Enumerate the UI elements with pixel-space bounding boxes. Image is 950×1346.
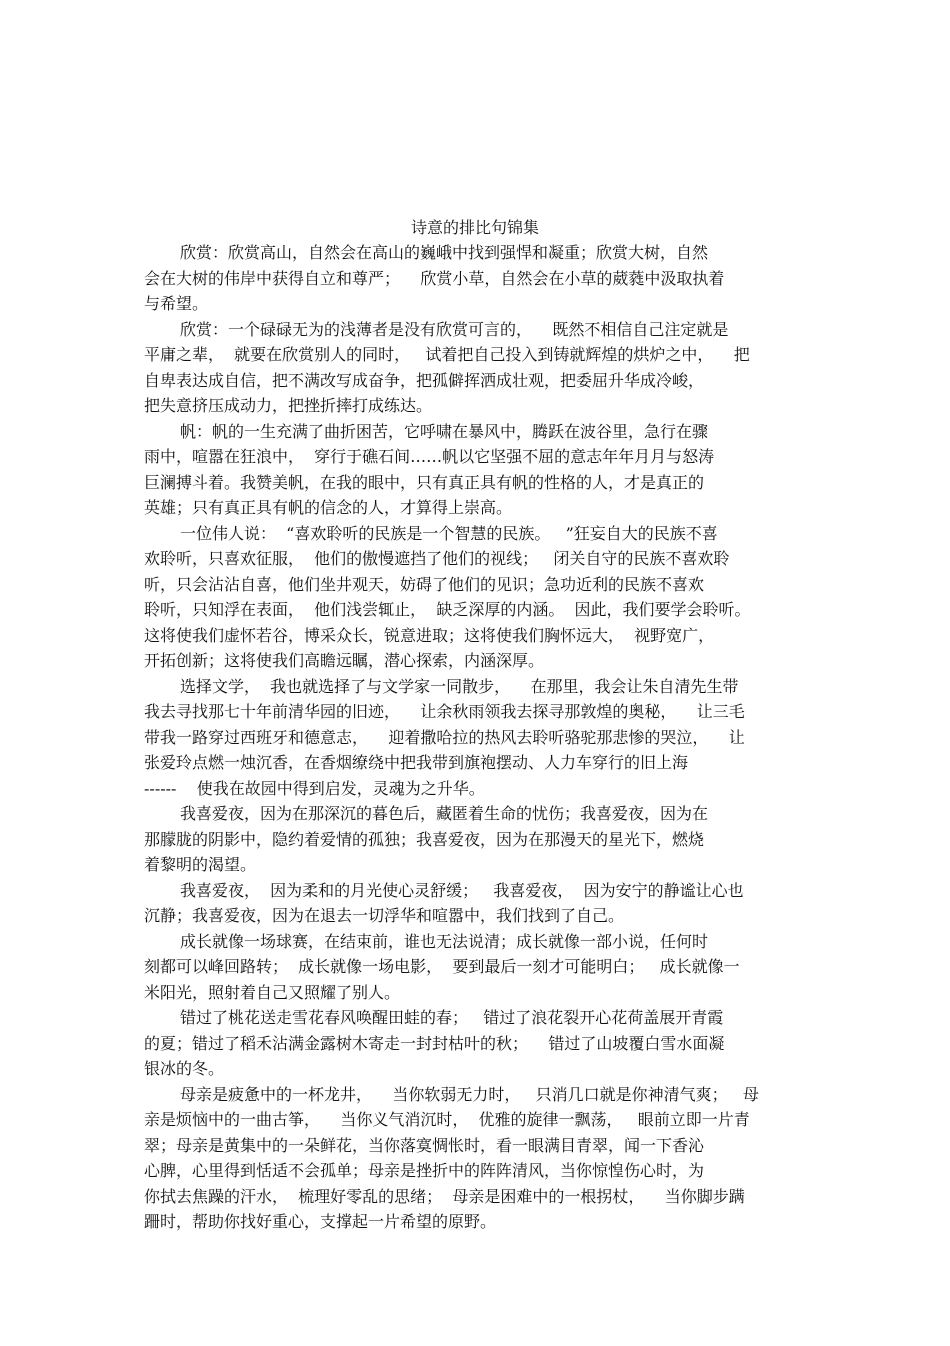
paragraph-line: 自卑表达成自信，把不满改写成奋争，把孤僻挥洒成壮观，把委屈升华成冷峻，: [144, 370, 705, 390]
paragraph-line: 与希望。: [144, 294, 209, 313]
paragraph-line: 帆：帆的一生充满了曲折困苦，它呼啸在暴风中，腾跃在波谷里，急行在骤: [180, 421, 709, 441]
paragraph-line: 把失意挤压成动力，把挫折摔打成练达。: [144, 396, 433, 415]
paragraph-line: 银冰的冬。: [144, 1059, 225, 1078]
document-body: [144, 240, 810, 1235]
paragraph-line: 欣赏：一个碌碌无为的浅薄者是没有欣赏可言的， 既然不相信自己注定就是: [180, 319, 729, 339]
paragraph-line: 亲是烦恼中的一曲古筝， 当你义气消沉时， 优雅的旋律一飘荡， 眼前立即一片青: [144, 1110, 750, 1129]
paragraph-line: 我去寻找那七十年前清华园的旧迹， 让余秋雨领我去探寻那敦煌的奥秘， 让三毛: [144, 702, 745, 721]
paragraph-line: 带我一路穿过西班牙和德意志， 迎着撒哈拉的热风去聆听骆驼那悲惨的哭泣， 让: [144, 727, 745, 747]
paragraph-line: 会在大树的伟岸中获得自立和尊严； 欣赏小草，自然会在小草的葳蕤中汲取执着: [144, 268, 725, 288]
paragraph-line: 欣赏：欣赏高山，自然会在高山的巍峨中找到强悍和凝重；欣赏大树，自然: [180, 243, 709, 262]
paragraph-line: 错过了桃花送走雪花春风唤醒田蛙的春； 错过了浪花裂开心花荷盖展开青霞: [180, 1008, 724, 1027]
paragraph-line: 跚时，帮助你找好重心，支撑起一片希望的原野。: [144, 1212, 497, 1231]
paragraph: [144, 878, 810, 929]
document-title: 诗意的排比句锦集: [410, 218, 539, 237]
paragraph-line: 欢聆听，只喜欢征服， 他们的傲慢遮挡了他们的视线； 闭关自守的民族不喜欢聆: [144, 549, 730, 568]
paragraph-line: 你拭去焦躁的汗水， 梳理好零乱的思绪； 母亲是困难中的一根拐杖， 当你脚步蹒: [144, 1186, 745, 1206]
paragraph-line: 的夏；错过了稻禾沾满金露树木寄走一封封枯叶的秋； 错过了山坡覆白雪水面凝: [144, 1033, 725, 1053]
paragraph: [144, 1005, 810, 1082]
paragraph-line: 我喜爱夜， 因为柔和的月光使心灵舒缓； 我喜爱夜， 因为安宁的静谧让心也: [180, 880, 744, 900]
paragraph-line: 米阳光，照射着自己又照耀了别人。: [144, 982, 401, 1002]
paragraph: [144, 240, 810, 317]
paragraph-line: 着黎明的渴望。: [144, 855, 257, 874]
paragraph-line: 那朦胧的阴影中，隐约着爱情的孤独；我喜爱夜，因为在那漫天的星光下，燃烧: [144, 829, 705, 849]
paragraph-line: 选择文学， 我也就选择了与文学家一同散步， 在那里，我会让朱自清先生带: [180, 676, 739, 696]
paragraph-line: 心脾，心里得到恬适不会孤单；母亲是挫折中的阵阵清风，当你惊惶伤心时，为: [144, 1161, 705, 1180]
paragraph-line: ------ 使我在故园中得到启发，灵魂为之升华。: [144, 778, 485, 798]
paragraph-line: 母亲是疲惫中的一杯龙井， 当你软弱无力时， 只消几口就是你神清气爽； 母: [180, 1084, 759, 1104]
paragraph-line: 刻都可以峰回路转； 成长就像一场电影， 要到最后一刻才可能明白； 成长就像一: [144, 957, 740, 976]
paragraph-line: 我喜爱夜，因为在那深沉的暮色后，藏匿着生命的忧伤；我喜爱夜，因为在: [180, 804, 709, 823]
paragraph: [144, 929, 810, 1006]
paragraph-line: 巨澜搏斗着。我赞美帆，在我的眼中，只有真正具有帆的性格的人，才是真正的: [144, 472, 705, 492]
paragraph: [144, 801, 810, 878]
paragraph: [144, 419, 810, 521]
paragraph-line: 听，只会沾沾自喜，他们坐井观天，妨碍了他们的见识；急功近利的民族不喜欢: [144, 574, 705, 594]
paragraph-line: 翠；母亲是黄集中的一朵鲜花，当你落寞惆怅时，看一眼满目青翠，闻一下香沁: [144, 1135, 705, 1155]
paragraph-line: 这将使我们虚怀若谷，博采众长，锐意进取；这将使我们胸怀远大， 视野宽广，: [144, 625, 715, 645]
paragraph-line: 一位伟人说： “喜欢聆听的民族是一个智慧的民族。 ”狂妄自大的民族不喜: [180, 523, 718, 543]
paragraph: [144, 317, 810, 419]
paragraph-line: 张爱玲点燃一烛沉香，在香烟缭绕中把我带到旗袍摆动、人力车穿行的旧上海: [144, 753, 689, 772]
paragraph-line: 成长就像一场球赛，在结束前，谁也无法说清；成长就像一部小说，任何时: [180, 931, 709, 951]
paragraph: [144, 521, 810, 674]
paragraph-line: 聆听，只知浮在表面， 他们浅尝辄止， 缺乏深厚的内涵。 因此，我们要学会聆听。: [144, 600, 751, 619]
paragraph-line: 沉静；我喜爱夜，因为在退去一切浮华和喧嚣中，我们找到了自己。: [144, 906, 625, 925]
paragraph-line: 平庸之辈， 就要在欣赏别人的同时， 试着把自己投入到铸就辉煌的烘炉之中， 把: [144, 345, 750, 364]
paragraph-line: 英雄；只有真正具有帆的信念的人，才算得上崇高。: [144, 498, 513, 517]
paragraph-line: 雨中，喧嚣在狂浪中， 穿行于礁石间……帆以它坚强不屈的意志年年月月与怒涛: [144, 447, 715, 466]
paragraph-line: 开拓创新；这将使我们高瞻远瞩，潜心探索，内涵深厚。: [144, 651, 545, 670]
paragraph: [144, 674, 810, 802]
paragraph: [144, 1082, 810, 1235]
